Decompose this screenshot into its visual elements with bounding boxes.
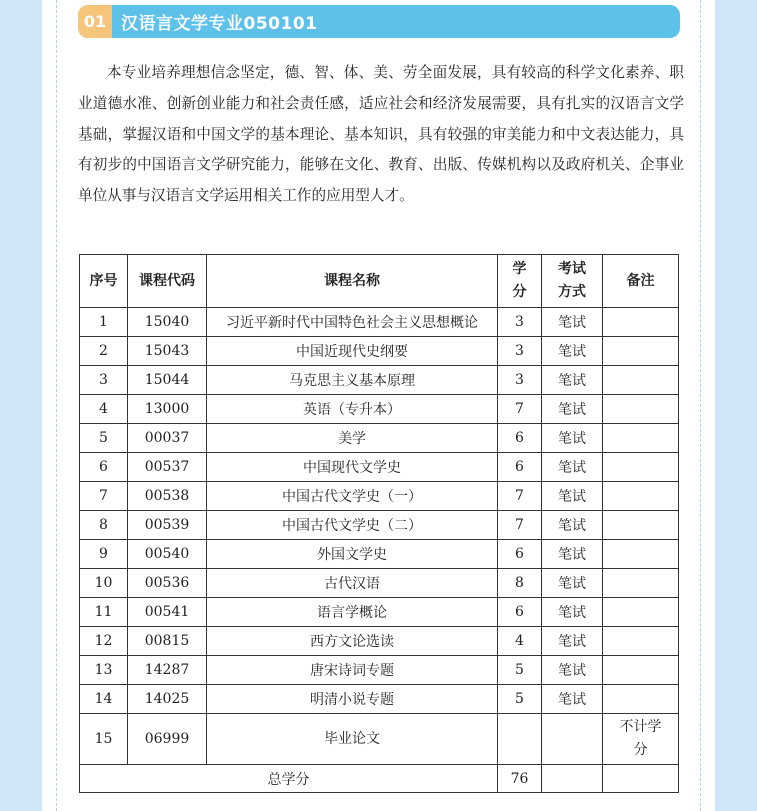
table-row [80,395,679,424]
table-row [80,511,679,540]
cell-name: 西方文论选读 [207,627,498,656]
cell-name: 语言学概论 [207,598,498,627]
cell-index: 8 [80,511,128,540]
cell-index: 5 [80,424,128,453]
table-row [80,453,679,482]
cell-credit: 7 [498,482,542,511]
section-number-badge: 01 [78,5,112,38]
cell-exam: 笔试 [542,366,603,395]
section-title: 汉语言文学专业050101 [121,14,318,34]
section-banner [78,5,680,38]
cell-exam: 笔试 [542,511,603,540]
cell-exam: 笔试 [542,540,603,569]
cell-name: 美学 [207,424,498,453]
cell-code: 15040 [128,308,207,337]
table-row [80,656,679,685]
cell-name: 唐宋诗词专题 [207,656,498,685]
cell-name: 中国现代文学史 [207,453,498,482]
cell-exam: 笔试 [542,482,603,511]
note-line1: 不计学 [619,719,662,735]
table-row [80,598,679,627]
header-exam-line2: 方式 [558,284,586,300]
cell-name: 外国文学史 [207,540,498,569]
cell-note [603,337,679,366]
cell-credit: 5 [498,685,542,714]
cell-code: 14025 [128,685,207,714]
cell-note [603,482,679,511]
dashed-guide-left [56,0,57,811]
cell-note [603,656,679,685]
header-note: 备注 [603,255,679,308]
cell-index: 12 [80,627,128,656]
course-table [79,254,679,793]
cell-note [603,685,679,714]
cell-index: 7 [80,482,128,511]
cell-credit: 3 [498,366,542,395]
cell-index: 15 [80,714,128,765]
cell-code: 00537 [128,453,207,482]
cell-exam: 笔试 [542,308,603,337]
cell-credit: 6 [498,424,542,453]
table-row [80,482,679,511]
total-blank-note [603,765,679,793]
cell-index: 9 [80,540,128,569]
cell-code: 06999 [128,714,207,765]
total-label: 总学分 [80,765,498,793]
cell-index: 2 [80,337,128,366]
cell-code: 00541 [128,598,207,627]
cell-note [603,598,679,627]
cell-name: 中国古代文学史（一） [207,482,498,511]
cell-code: 00037 [128,424,207,453]
cell-exam: 笔试 [542,395,603,424]
header-credit-line1: 学 [512,261,527,277]
cell-credit [498,714,542,765]
cell-note [603,511,679,540]
cell-name: 习近平新时代中国特色社会主义思想概论 [207,308,498,337]
dashed-guide-right [700,0,701,811]
header-credit [498,255,542,308]
table-row [80,627,679,656]
cell-name: 明清小说专题 [207,685,498,714]
cell-note [603,366,679,395]
table-row-thesis [80,714,679,765]
cell-name: 马克思主义基本原理 [207,366,498,395]
cell-index: 14 [80,685,128,714]
cell-credit: 8 [498,569,542,598]
cell-code: 00536 [128,569,207,598]
cell-name: 毕业论文 [207,714,498,765]
cell-credit: 5 [498,656,542,685]
cell-exam: 笔试 [542,627,603,656]
cell-credit: 3 [498,337,542,366]
header-exam-line1: 考试 [558,261,586,277]
note-line2: 分 [633,742,648,758]
left-margin-panel [0,0,42,811]
cell-note [603,569,679,598]
cell-exam [542,714,603,765]
header-code: 课程代码 [128,255,207,308]
table-row [80,308,679,337]
cell-credit: 4 [498,627,542,656]
cell-index: 4 [80,395,128,424]
cell-index: 11 [80,598,128,627]
cell-exam: 笔试 [542,424,603,453]
right-margin-panel [715,0,757,811]
cell-note [603,627,679,656]
cell-note [603,714,679,765]
cell-index: 1 [80,308,128,337]
cell-code: 00815 [128,627,207,656]
header-exam [542,255,603,308]
total-blank-exam [542,765,603,793]
cell-index: 10 [80,569,128,598]
table-row [80,424,679,453]
major-introduction: 本专业培养理想信念坚定，德、智、体、美、劳全面发展，具有较高的科学文化素养、职业道德水准、创新创业能力和社会责任感，适应社会和经济发展需要，具有扎实的汉语言文学基础，掌握汉语和中国文学的基本理论、基本知识，具有较强的审美能力和中文表达能力，具有初步的中国语言文学研究能力，能够在文化、教育、出版、传媒机构以及政府机关、企事业单位从事与汉语言文学运用相关工作的应用型人才。 [78,64,684,205]
cell-credit: 6 [498,453,542,482]
cell-exam: 笔试 [542,337,603,366]
cell-code: 15044 [128,366,207,395]
cell-exam: 笔试 [542,453,603,482]
header-credit-line2: 分 [512,284,527,300]
cell-index: 6 [80,453,128,482]
table-row [80,540,679,569]
header-name: 课程名称 [207,255,498,308]
table-header-row [80,255,679,308]
cell-code: 13000 [128,395,207,424]
cell-code: 00538 [128,482,207,511]
cell-note [603,395,679,424]
table-row [80,366,679,395]
cell-code: 00539 [128,511,207,540]
table-row [80,685,679,714]
cell-credit: 7 [498,395,542,424]
cell-credit: 6 [498,540,542,569]
cell-note [603,540,679,569]
cell-name: 古代汉语 [207,569,498,598]
header-index: 序号 [80,255,128,308]
cell-note [603,308,679,337]
cell-name: 中国古代文学史（二） [207,511,498,540]
cell-index: 13 [80,656,128,685]
cell-exam: 笔试 [542,685,603,714]
cell-note [603,424,679,453]
cell-credit: 7 [498,511,542,540]
table-row [80,337,679,366]
table-total-row [80,765,679,793]
cell-note [603,453,679,482]
cell-code: 00540 [128,540,207,569]
cell-name: 中国近现代史纲要 [207,337,498,366]
cell-credit: 3 [498,308,542,337]
cell-exam: 笔试 [542,656,603,685]
cell-exam: 笔试 [542,569,603,598]
total-value: 76 [498,765,542,793]
cell-code: 15043 [128,337,207,366]
cell-code: 14287 [128,656,207,685]
cell-name: 英语（专升本） [207,395,498,424]
cell-exam: 笔试 [542,598,603,627]
cell-credit: 6 [498,598,542,627]
table-row [80,569,679,598]
cell-index: 3 [80,366,128,395]
